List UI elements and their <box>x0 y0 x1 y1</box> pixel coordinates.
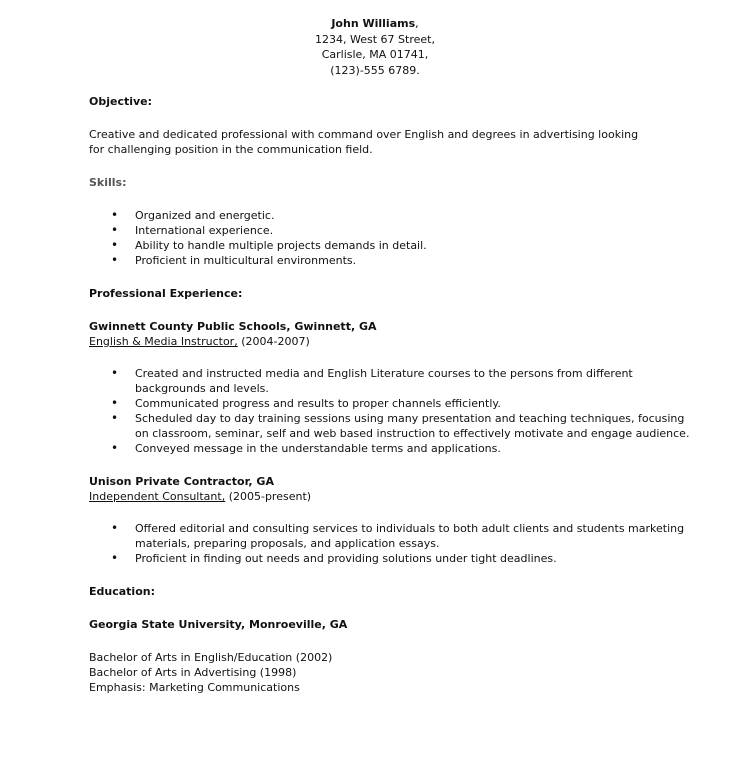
address-line-1: 1234, West 67 Street, <box>315 32 435 46</box>
list-item: • Offered editorial and consulting services to individuals to both adult clients and students marketing materials, preparing proposals, and application essays. <box>111 521 685 550</box>
bullet-icon: • <box>111 441 119 455</box>
employer-1: Gwinnett County Public Schools, Gwinnett, GA <box>89 320 377 333</box>
name-comma: , <box>415 17 419 30</box>
bullet-icon: • <box>111 253 119 267</box>
list-item: • Conveyed message in the understandable terms and applications. <box>111 441 501 455</box>
job-title-2: Independent Consultant, <box>89 490 226 503</box>
bullet-icon: • <box>111 366 119 380</box>
education-heading: Education: <box>89 585 155 598</box>
skills-list <box>89 208 689 268</box>
duties-list-2 <box>89 521 689 566</box>
bullet-icon: • <box>111 411 119 425</box>
list-item: • Created and instructed media and English Literature courses to the persons from different backgrounds and levels. <box>111 366 633 395</box>
job-dates-2: (2005-present) <box>225 490 312 503</box>
bullet-icon: • <box>111 238 119 252</box>
experience-heading: Professional Experience: <box>89 287 243 300</box>
list-item: • Organized and energetic. <box>111 208 275 222</box>
list-item: • Ability to handle multiple projects demands in detail. <box>111 238 427 252</box>
objective-text: Creative and dedicated professional with command over English and degrees in advertising looking for challenging position in the communication field. <box>89 128 639 156</box>
bullet-icon: • <box>111 521 119 535</box>
role-2 <box>89 489 689 504</box>
contact-header <box>0 16 750 78</box>
address-line-2: Carlisle, MA 01741, <box>321 48 429 61</box>
school-name: Georgia State University, Monroeville, GA <box>89 618 348 631</box>
bullet-icon: • <box>111 396 119 410</box>
emphasis-line: Emphasis: Marketing Communications <box>89 681 300 694</box>
job-dates-1: (2004-2007) <box>237 335 310 348</box>
list-item: • International experience. <box>111 223 274 237</box>
name-line <box>0 16 750 32</box>
degree-line-1: Bachelor of Arts in English/Education (2002) <box>89 651 333 664</box>
list-item: • Scheduled day to day training sessions using many presentation and teaching techniques, focusing on classroom, seminar, self and web based instruction to effectively motivate and engage audience. <box>111 411 690 440</box>
role-1 <box>89 334 689 349</box>
duties-list-1 <box>89 366 689 456</box>
list-item: • Communicated progress and results to proper channels efficiently. <box>111 396 501 410</box>
applicant-name: John Williams <box>331 17 416 30</box>
list-item: • Proficient in multicultural environments. <box>111 253 357 267</box>
job-title-1: English & Media Instructor, <box>89 335 238 348</box>
bullet-icon: • <box>111 208 119 222</box>
skills-heading: Skills: <box>89 176 127 189</box>
phone-number: (123)-555 6789. <box>330 63 420 77</box>
bullet-icon: • <box>111 551 119 565</box>
employer-2: Unison Private Contractor, GA <box>89 475 274 488</box>
bullet-icon: • <box>111 223 119 237</box>
objective-heading: Objective: <box>89 95 153 108</box>
resume-body <box>89 94 689 695</box>
list-item: • Proficient in finding out needs and providing solutions under tight deadlines. <box>111 551 557 565</box>
degree-line-2: Bachelor of Arts in Advertising (1998) <box>89 666 297 679</box>
